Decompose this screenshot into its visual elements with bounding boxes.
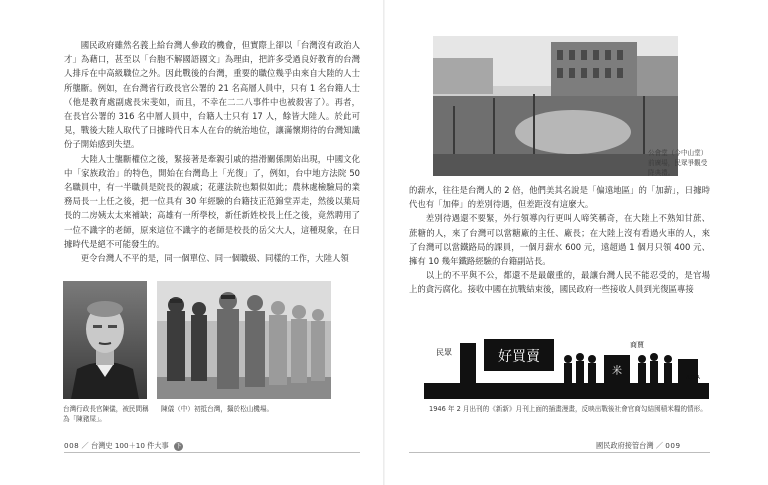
- right-body-text: [409, 183, 710, 297]
- left-page-number: 008: [64, 441, 80, 450]
- ceremony-photo-caption: 公會堂（今中山堂）前廣場，民眾爭觀受降典禮。: [648, 149, 708, 177]
- right-paragraph-1: 的薪水，往往是台灣人的 2 倍，他們美其名說是「偏遠地區」的「加薪」，日據時代也有「加俸」的差別待遇，但差距沒有這麼大。: [409, 185, 710, 210]
- chapter-title: 國民政府接管台灣: [596, 441, 654, 450]
- right-footer-rule: [409, 452, 710, 453]
- silhouette-cartoon: [424, 333, 709, 399]
- cartoon-caption: 1946 年 2 月出刊的《新新》月刊上面的插畫漫畫，反映出戰後社會官商勾結囤積米糧的情形。: [429, 405, 707, 413]
- left-paragraph-3: 更令台灣人不平的是，同一個單位、同一個職級、同樣的工作，大陸人領: [80, 253, 349, 264]
- left-paragraph-1: 國民政府雖然名義上給台灣人參政的機會，但實際上卻以「台灣沒有政治人才」為藉口，甚至以「台胞不解國語國文」為理由，把許多受過良好教育的台灣人排斥在中高級職位之外。因此戰後的台灣，重要的職位幾乎由來自大陸的人士所壟斷。例如，在台灣省行政長官公署的 21 名高層人員中，只有 1 名台籍人士（他是教育處副處長宋斐如，而且，不幸在二二八事件中也被殺害了）。再者，在長官公署的 316 名中層人員中，台籍人士只有 17 人，餘皆大陸人。於此可見，戰後大陸人取代了日據時代日本人在台的統治地位，讓滿懷期待的台灣知識份子開始感到失望。: [64, 40, 360, 150]
- cartoon-banner-text: 好買賣: [498, 349, 540, 365]
- footer-slash-left: ／: [81, 441, 91, 450]
- group-photo-airport: [157, 281, 331, 399]
- right-page-number: 009: [665, 441, 681, 450]
- right-page: [384, 0, 768, 485]
- left-paragraph-2: 大陸人士壟斷權位之後，緊接著是牽親引戚的措滑關係開始出現，中國文化中「家族政治」的特色，開始在台灣島上「光復」了，例如，台中地方法院 50 名職員中，有一半職員是院長的親戚；花蓮法院也類似如此；農林處檢驗局的業務局長一上任之後，把一位具有 30 年經驗的台籍技正范錦堂弄走，然後以葉局長的二房姨太太來補缺；高雄有一所學校，新任新姓校長上任之後，竟然聘用了一位不識字的老師，原來這位不識字的老師是校長的岳父大人，這種現象，在日據時代是絕不可能發生的。: [64, 153, 360, 249]
- cartoon-people-label: 民眾: [436, 348, 452, 357]
- cartoon-artist-signature: A.G.A: [686, 375, 700, 381]
- ceremony-crowd-photo: [433, 36, 678, 176]
- portrait-photo-chen-yi: [63, 281, 147, 399]
- right-footer: [596, 441, 681, 451]
- left-body-text: [64, 38, 360, 265]
- portrait-caption: 台灣行政長官陳儀，被民間稱為「陳豬屎」。: [63, 405, 149, 423]
- volume-badge: 下: [175, 442, 182, 450]
- left-footer-rule: [64, 452, 360, 453]
- right-paragraph-2: 差別待遇還不要緊，外行領導內行更叫人啼笑稱奇，在大陸上不熟知甘蔗、蔗糖的人，來了台灣可以當糖廠的主任、廠長；在大陸上沒有看過火車的人，來了台灣可以當鐵路局的課員，一個月薪水 600 元，遠超過 1 個月只領 400 元、擁有 10 幾年鐵路經驗的台籍副站長。: [409, 213, 710, 267]
- group-photo-caption: 陳儀（中）初抵台灣，攝於松山機場。: [161, 405, 274, 413]
- left-footer: [64, 441, 183, 451]
- cartoon-sign-text: 米: [612, 366, 622, 377]
- footer-slash-right: ／: [655, 441, 666, 450]
- right-paragraph-3: 以上的不平與不公，都還不是最嚴重的，最讓台灣人民不能忍受的，是官場上的貪污腐化。接收中國在抗戰結束後，國民政府一些接收人員到光復區專接: [409, 270, 710, 295]
- cartoon-note-label: 商賈: [630, 341, 644, 349]
- book-title: 台灣史 100＋10 件大事: [91, 441, 169, 450]
